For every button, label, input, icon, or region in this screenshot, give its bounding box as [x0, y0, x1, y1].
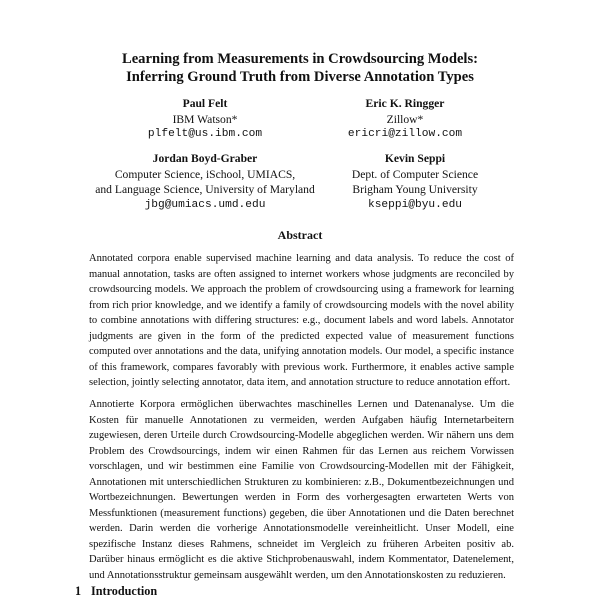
author-block: [320, 151, 510, 213]
author-affiliation: Dept. of Computer Science: [351, 167, 479, 181]
section-heading: [75, 584, 157, 599]
author-block: [80, 151, 330, 213]
author-email: ericri@zillow.com: [347, 128, 463, 140]
author-affiliation: Brigham Young University: [352, 183, 478, 196]
author-affiliation: Computer Science, iSchool, UMIACS,: [114, 167, 296, 181]
author-email: kseppi@byu.edu: [368, 198, 462, 211]
abstract-english: Annotated corpora enable supervised machine learning and data analysis. To reduce the cost of manual annotation, tasks are often assigned to internet workers whose judgments are reconciled by crowdsourcing models. We approach the problem of crowdsourcing using a framework for learning from rich prior knowledge, and we identify a family of crowdsourcing models with the novel ability to combine annotations with differing structures: e.g., document labels and word labels. Annotator judgments are given in the form of the predicted expected value of measurement functions computed over annotations and the data, unifying annotation models. Our model, a specific instance of this framework, compares favorably with previous work. Furthermore, it enables active sample selection, jointly selecting annotator, data item, and annotation structure to reduce annotation effort.: [89, 253, 514, 388]
paper-title: [0, 50, 600, 86]
author-block: [310, 96, 500, 143]
author-name: Eric K. Ringger: [365, 97, 445, 110]
author-affiliation: IBM Watson*: [172, 112, 238, 126]
abstract-german: Annotierte Korpora ermöglichen überwachtes maschinelles Lernen und Datenanalyse. Um die Kosten für manuelle Annotationen zu vermeiden, werden Aufgaben häufig Internetarbeitern zugewiesen, deren Urteile durch Crowdsourcing-Modelle abgeglichen werden. Wir nähern uns dem Problem des Crowdsourcings, indem wir einen Rahmen für das Lernen aus reichem Vorwissen vorschlagen, und wir bestimmen eine Familie von Crowdsourcing-Modellen mit der Fähigkeit, Annotationen mit unterschiedlichen Strukturen zu kombinieren: z.B., Dokumentbezeichnungen und Wortbezeichnungen. Bewertungen werden in Form des vorhergesagten erwarteten Werts von Messfunktionen (measurement functions) gegeben, die über Annotationen und die Daten berechnet werden. Darin werden die vorherige Annotationsmodelle vereinheitlicht. Unser Modell, eine spezifische Instanz dieses Rahmens, schneidet im Vergleich zu früheren Arbeiten positiv ab. Darüber hinaus ermöglicht es die aktive Stichprobenauswahl, indem Kommentator, Datenelement, und Annotationsstruktur gemeinsam ausgewählt werden, um den Annotationskosten zu reduzieren.: [89, 399, 514, 581]
section-number: 1: [75, 584, 82, 598]
title-line-2: Inferring Ground Truth from Diverse Annotation Types: [126, 69, 474, 85]
author-email: jbg@umiacs.umd.edu: [144, 198, 266, 211]
author-name: Jordan Boyd-Graber: [152, 152, 258, 165]
author-block: [110, 96, 300, 143]
author-email: plfelt@us.ibm.com: [147, 128, 263, 140]
author-name: Paul Felt: [182, 97, 228, 110]
author-name: Kevin Seppi: [384, 152, 446, 165]
author-affiliation: and Language Science, University of Maryland: [95, 183, 315, 196]
abstract-heading: Abstract: [277, 228, 323, 242]
section-title: Introduction: [91, 584, 158, 598]
author-affiliation: Zillow*: [386, 112, 424, 126]
title-line-1: Learning from Measurements in Crowdsourcing Models:: [121, 51, 479, 67]
